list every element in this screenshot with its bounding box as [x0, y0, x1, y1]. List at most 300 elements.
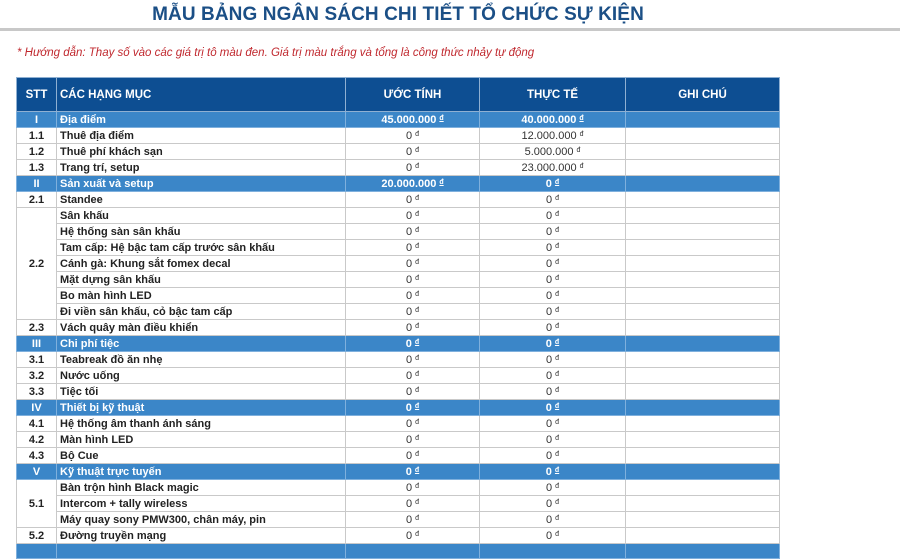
section-cell[interactable]: [57, 544, 346, 559]
item-stt[interactable]: [17, 368, 57, 384]
item-actual[interactable]: [480, 240, 626, 256]
item-estimate-value: 0: [405, 162, 413, 174]
item-name[interactable]: [57, 256, 346, 272]
currency-symbol: đ: [555, 195, 560, 202]
item-note[interactable]: [626, 256, 780, 272]
item-actual[interactable]: [480, 320, 626, 336]
section-name[interactable]: [57, 464, 346, 480]
section-estimate-value: 0: [405, 402, 412, 414]
section-estimate-value: 0: [405, 338, 412, 350]
item-estimate-value: 0: [405, 290, 413, 302]
item-name[interactable]: [57, 144, 346, 160]
table-row: [17, 288, 780, 304]
item-actual[interactable]: [480, 432, 626, 448]
currency-symbol: đ: [555, 355, 560, 362]
table-row: [17, 128, 780, 144]
item-note[interactable]: [626, 496, 780, 512]
item-name[interactable]: [57, 512, 346, 528]
item-stt-value: 4.1: [28, 417, 45, 430]
item-stt-value: 5.1: [28, 497, 45, 510]
item-estimate[interactable]: [346, 352, 480, 368]
item-name-value: Màn hình LED: [60, 433, 134, 446]
item-name[interactable]: [57, 368, 346, 384]
item-stt-value: 4.3: [28, 449, 45, 462]
table-row: [17, 352, 780, 368]
item-actual[interactable]: [480, 144, 626, 160]
item-note[interactable]: [626, 352, 780, 368]
item-estimate-value: 0: [405, 210, 413, 222]
currency-symbol: đ: [555, 323, 560, 330]
currency-symbol: đ: [555, 227, 560, 234]
section-row: [17, 112, 780, 128]
item-estimate-value: 0: [405, 530, 413, 542]
table-row: [17, 304, 780, 320]
currency-symbol: đ: [415, 291, 420, 298]
table-row: [17, 432, 780, 448]
item-estimate[interactable]: [346, 416, 480, 432]
item-name[interactable]: [57, 224, 346, 240]
item-estimate[interactable]: [346, 240, 480, 256]
item-stt[interactable]: [17, 384, 57, 400]
currency-symbol: đ: [415, 131, 420, 138]
currency-symbol: đ: [554, 403, 560, 410]
item-note[interactable]: [626, 288, 780, 304]
item-note[interactable]: [626, 432, 780, 448]
item-stt[interactable]: [17, 416, 57, 432]
currency-symbol: đ: [555, 499, 560, 506]
item-actual-value: 0: [545, 386, 553, 398]
item-name[interactable]: [57, 240, 346, 256]
currency-symbol: đ: [415, 307, 420, 314]
currency-symbol: đ: [414, 467, 420, 474]
item-estimate-value: 0: [405, 450, 413, 462]
currency-symbol: đ: [554, 339, 560, 346]
currency-symbol: đ: [555, 387, 560, 394]
item-name[interactable]: [57, 272, 346, 288]
section-stt-value: II: [33, 177, 40, 190]
table-row: [17, 160, 780, 176]
item-actual[interactable]: [480, 480, 626, 496]
section-cell[interactable]: [626, 544, 780, 559]
item-note[interactable]: [626, 512, 780, 528]
section-stt-value: I: [34, 113, 39, 126]
item-actual-value: 0: [545, 194, 553, 206]
item-stt[interactable]: [17, 448, 57, 464]
section-stt-value: IV: [31, 401, 42, 414]
currency-symbol: đ: [415, 483, 420, 490]
item-actual-value: 0: [545, 306, 553, 318]
item-estimate[interactable]: [346, 496, 480, 512]
item-name-value: Đường truyền mạng: [60, 529, 167, 542]
item-estimate-value: 0: [405, 322, 413, 334]
currency-symbol: đ: [555, 435, 560, 442]
table-row: [17, 512, 780, 528]
item-stt[interactable]: [17, 320, 57, 336]
item-stt[interactable]: [17, 208, 57, 320]
currency-symbol: đ: [415, 387, 420, 394]
item-estimate[interactable]: [346, 368, 480, 384]
item-note[interactable]: [626, 448, 780, 464]
section-note[interactable]: [626, 112, 780, 128]
table-row: [17, 448, 780, 464]
item-actual-value: 0: [545, 226, 553, 238]
section-note[interactable]: [626, 464, 780, 480]
item-name-value: Cánh gà: Khung sắt fomex decal: [60, 257, 231, 270]
item-estimate[interactable]: [346, 208, 480, 224]
currency-symbol: đ: [415, 195, 420, 202]
currency-symbol: đ: [415, 243, 420, 250]
item-estimate-value: 0: [405, 418, 413, 430]
item-actual[interactable]: [480, 192, 626, 208]
table-row: [17, 240, 780, 256]
item-stt[interactable]: [17, 144, 57, 160]
item-stt[interactable]: [17, 160, 57, 176]
item-estimate[interactable]: [346, 144, 480, 160]
item-note[interactable]: [626, 208, 780, 224]
currency-symbol: đ: [555, 211, 560, 218]
section-stt[interactable]: [17, 400, 57, 416]
item-note[interactable]: [626, 416, 780, 432]
currency-symbol: đ: [415, 371, 420, 378]
table-row: [17, 496, 780, 512]
item-actual-value: 12.000.000: [521, 130, 577, 142]
item-actual[interactable]: [480, 272, 626, 288]
currency-symbol: đ: [555, 307, 560, 314]
section-actual-value: 40.000.000: [521, 114, 577, 126]
currency-symbol: đ: [415, 147, 420, 154]
item-name-value: Teabreak đồ ăn nhẹ: [60, 353, 163, 366]
page-title: MẪU BẢNG NGÂN SÁCH CHI TIẾT TỔ CHỨC SỰ KIỆN: [152, 4, 644, 25]
section-row: [17, 176, 780, 192]
item-stt-value: 2.2: [28, 257, 45, 270]
item-estimate[interactable]: [346, 224, 480, 240]
item-stt-value: 5.2: [28, 529, 45, 542]
item-note[interactable]: [626, 384, 780, 400]
currency-symbol: đ: [576, 147, 581, 154]
item-actual[interactable]: [480, 128, 626, 144]
item-estimate-value: 0: [405, 226, 413, 238]
item-estimate-value: 0: [405, 306, 413, 318]
section-note[interactable]: [626, 400, 780, 416]
item-name[interactable]: [57, 352, 346, 368]
item-estimate[interactable]: [346, 512, 480, 528]
section-actual[interactable]: [480, 112, 626, 128]
currency-symbol: đ: [415, 211, 420, 218]
item-stt-value: 2.1: [28, 193, 45, 206]
section-row-partial: [17, 544, 780, 559]
section-name[interactable]: [57, 112, 346, 128]
item-actual[interactable]: [480, 384, 626, 400]
currency-symbol: đ: [555, 243, 560, 250]
item-name-value: Vách quây màn điều khiển: [60, 321, 199, 334]
item-note[interactable]: [626, 240, 780, 256]
table-row: [17, 368, 780, 384]
item-stt[interactable]: [17, 128, 57, 144]
budget-table: [16, 77, 780, 559]
item-actual-value: 0: [545, 290, 553, 302]
item-note[interactable]: [626, 320, 780, 336]
item-name[interactable]: [57, 416, 346, 432]
item-name-value: Trang trí, setup: [60, 161, 140, 174]
item-name-value: Sân khấu: [60, 209, 109, 222]
currency-symbol: đ: [579, 163, 584, 170]
item-note[interactable]: [626, 368, 780, 384]
item-note[interactable]: [626, 144, 780, 160]
currency-symbol: đ: [415, 323, 420, 330]
item-estimate[interactable]: [346, 272, 480, 288]
currency-symbol: đ: [555, 291, 560, 298]
section-note[interactable]: [626, 336, 780, 352]
item-stt[interactable]: [17, 432, 57, 448]
item-stt-value: 2.3: [28, 321, 45, 334]
section-name-value: Chi phí tiệc: [60, 337, 120, 350]
item-actual-value: 0: [545, 274, 553, 286]
header-item: CÁC HẠNG MỤC: [57, 78, 346, 112]
item-estimate[interactable]: [346, 480, 480, 496]
item-actual-value: 0: [545, 514, 553, 526]
item-actual-value: 0: [545, 530, 553, 542]
currency-symbol: đ: [414, 339, 420, 346]
currency-symbol: đ: [554, 467, 560, 474]
item-estimate[interactable]: [346, 320, 480, 336]
currency-symbol: đ: [415, 163, 420, 170]
section-stt[interactable]: [17, 176, 57, 192]
section-cell[interactable]: [346, 544, 480, 559]
section-name[interactable]: [57, 400, 346, 416]
item-name[interactable]: [57, 160, 346, 176]
item-actual-value: 0: [545, 322, 553, 334]
currency-symbol: đ: [415, 227, 420, 234]
currency-symbol: đ: [415, 355, 420, 362]
item-actual-value: 0: [545, 498, 553, 510]
section-estimate[interactable]: [346, 112, 480, 128]
item-actual-value: 0: [545, 450, 553, 462]
item-actual-value: 0: [545, 210, 553, 222]
currency-symbol: đ: [415, 275, 420, 282]
section-name-value: Địa điểm: [60, 113, 106, 126]
item-actual-value: 0: [545, 482, 553, 494]
header-actual: THỰC TẾ: [480, 78, 626, 112]
section-actual[interactable]: [480, 400, 626, 416]
item-actual-value: 0: [545, 242, 553, 254]
item-estimate-value: 0: [405, 258, 413, 270]
item-estimate-value: 0: [405, 386, 413, 398]
section-stt[interactable]: [17, 464, 57, 480]
item-name[interactable]: [57, 304, 346, 320]
item-actual[interactable]: [480, 288, 626, 304]
item-estimate[interactable]: [346, 288, 480, 304]
currency-symbol: đ: [555, 275, 560, 282]
section-estimate-value: 0: [405, 466, 412, 478]
table-row: [17, 384, 780, 400]
currency-symbol: đ: [439, 115, 444, 122]
section-estimate-value: 45.000.000: [381, 114, 437, 126]
section-name-value: Kỹ thuật trực tuyến: [60, 465, 162, 478]
section-name-value: Thiết bị kỹ thuật: [60, 401, 145, 414]
item-note[interactable]: [626, 160, 780, 176]
table-row: [17, 192, 780, 208]
item-stt[interactable]: [17, 480, 57, 528]
item-actual-value: 5.000.000: [524, 146, 574, 158]
item-actual[interactable]: [480, 416, 626, 432]
item-note[interactable]: [626, 128, 780, 144]
item-estimate[interactable]: [346, 304, 480, 320]
item-actual[interactable]: [480, 256, 626, 272]
item-estimate[interactable]: [346, 160, 480, 176]
item-stt-value: 4.2: [28, 433, 45, 446]
item-stt-value: 1.1: [28, 129, 45, 142]
section-actual[interactable]: [480, 176, 626, 192]
currency-symbol: đ: [415, 515, 420, 522]
section-actual-value: 0: [545, 178, 552, 190]
item-actual-value: 0: [545, 434, 553, 446]
item-stt-value: 1.3: [28, 161, 45, 174]
header-note: GHI CHÚ: [626, 78, 780, 112]
section-cell[interactable]: [480, 544, 626, 559]
item-name-value: Đi viền sân khấu, cỏ bậc tam cấp: [60, 305, 233, 318]
item-estimate-value: 0: [405, 242, 413, 254]
item-name-value: Hệ thống âm thanh ánh sáng: [60, 417, 211, 430]
section-actual-value: 0: [545, 338, 552, 350]
item-note[interactable]: [626, 224, 780, 240]
item-actual-value: 0: [545, 258, 553, 270]
item-name-value: Standee: [60, 193, 103, 206]
table-row: [17, 272, 780, 288]
item-stt-value: 3.3: [28, 385, 45, 398]
item-actual[interactable]: [480, 496, 626, 512]
item-name-value: Thuê địa điểm: [60, 129, 134, 142]
item-name[interactable]: [57, 384, 346, 400]
item-name-value: Bộ Cue: [60, 449, 99, 462]
item-actual[interactable]: [480, 304, 626, 320]
section-cell[interactable]: [17, 544, 57, 559]
item-estimate-value: 0: [405, 354, 413, 366]
item-name[interactable]: [57, 448, 346, 464]
item-name[interactable]: [57, 192, 346, 208]
item-name[interactable]: [57, 208, 346, 224]
item-name[interactable]: [57, 432, 346, 448]
item-actual[interactable]: [480, 448, 626, 464]
item-actual[interactable]: [480, 352, 626, 368]
item-name-value: Bo màn hình LED: [60, 289, 152, 302]
currency-symbol: đ: [555, 531, 560, 538]
item-name-value: Hệ thống sàn sân khấu: [60, 225, 181, 238]
currency-symbol: đ: [555, 483, 560, 490]
item-actual-value: 23.000.000: [521, 162, 577, 174]
item-estimate-value: 0: [405, 146, 413, 158]
item-name-value: Nước uống: [60, 369, 120, 382]
section-name[interactable]: [57, 336, 346, 352]
item-note[interactable]: [626, 272, 780, 288]
section-stt-value: III: [31, 337, 42, 350]
item-stt-value: 1.2: [28, 145, 45, 158]
currency-symbol: đ: [555, 371, 560, 378]
section-row: [17, 464, 780, 480]
currency-symbol: đ: [414, 403, 420, 410]
table-row: [17, 320, 780, 336]
section-note[interactable]: [626, 176, 780, 192]
section-estimate[interactable]: [346, 464, 480, 480]
item-name-value: Thuê phí khách sạn: [60, 145, 163, 158]
currency-symbol: đ: [579, 131, 584, 138]
section-estimate-value: 20.000.000: [381, 178, 437, 190]
section-name[interactable]: [57, 176, 346, 192]
item-stt[interactable]: [17, 352, 57, 368]
section-estimate[interactable]: [346, 400, 480, 416]
item-note[interactable]: [626, 192, 780, 208]
item-name[interactable]: [57, 496, 346, 512]
header-estimate: ƯỚC TÍNH: [346, 78, 480, 112]
item-name-value: Tam cấp: Hệ bậc tam cấp trước sân khấu: [60, 241, 275, 254]
currency-symbol: đ: [415, 451, 420, 458]
item-name[interactable]: [57, 320, 346, 336]
header-stt: STT: [17, 78, 57, 112]
section-estimate[interactable]: [346, 176, 480, 192]
item-estimate[interactable]: [346, 384, 480, 400]
item-actual[interactable]: [480, 224, 626, 240]
currency-symbol: đ: [555, 451, 560, 458]
item-note[interactable]: [626, 304, 780, 320]
item-estimate-value: 0: [405, 482, 413, 494]
item-estimate[interactable]: [346, 256, 480, 272]
item-actual-value: 0: [545, 370, 553, 382]
item-name-value: Bàn trộn hình Black magic: [60, 481, 199, 494]
item-name[interactable]: [57, 480, 346, 496]
item-estimate-value: 0: [405, 434, 413, 446]
item-actual[interactable]: [480, 368, 626, 384]
currency-symbol: đ: [555, 419, 560, 426]
item-actual[interactable]: [480, 208, 626, 224]
section-stt[interactable]: [17, 336, 57, 352]
currency-symbol: đ: [415, 435, 420, 442]
section-actual-value: 0: [545, 402, 552, 414]
item-actual[interactable]: [480, 512, 626, 528]
table-row: [17, 256, 780, 272]
currency-symbol: đ: [415, 499, 420, 506]
item-actual[interactable]: [480, 160, 626, 176]
section-stt[interactable]: [17, 112, 57, 128]
item-note[interactable]: [626, 480, 780, 496]
section-actual[interactable]: [480, 336, 626, 352]
section-actual[interactable]: [480, 464, 626, 480]
table-header-row: [17, 78, 780, 112]
item-estimate-value: 0: [405, 498, 413, 510]
currency-symbol: đ: [555, 515, 560, 522]
item-stt[interactable]: [17, 192, 57, 208]
currency-symbol: đ: [415, 531, 420, 538]
item-name[interactable]: [57, 288, 346, 304]
currency-symbol: đ: [579, 115, 584, 122]
section-stt-value: V: [32, 465, 41, 478]
item-estimate[interactable]: [346, 448, 480, 464]
currency-symbol: đ: [555, 259, 560, 266]
item-name[interactable]: [57, 128, 346, 144]
item-stt-value: 3.1: [28, 353, 45, 366]
currency-symbol: đ: [439, 179, 444, 186]
item-estimate[interactable]: [346, 192, 480, 208]
currency-symbol: đ: [415, 419, 420, 426]
section-estimate[interactable]: [346, 336, 480, 352]
item-estimate-value: 0: [405, 274, 413, 286]
item-estimate-value: 0: [405, 130, 413, 142]
item-estimate[interactable]: [346, 128, 480, 144]
item-estimate[interactable]: [346, 432, 480, 448]
table-row: [17, 416, 780, 432]
table-row: [17, 208, 780, 224]
item-name-value: Intercom + tally wireless: [60, 497, 188, 510]
item-estimate-value: 0: [405, 194, 413, 206]
currency-symbol: đ: [415, 259, 420, 266]
